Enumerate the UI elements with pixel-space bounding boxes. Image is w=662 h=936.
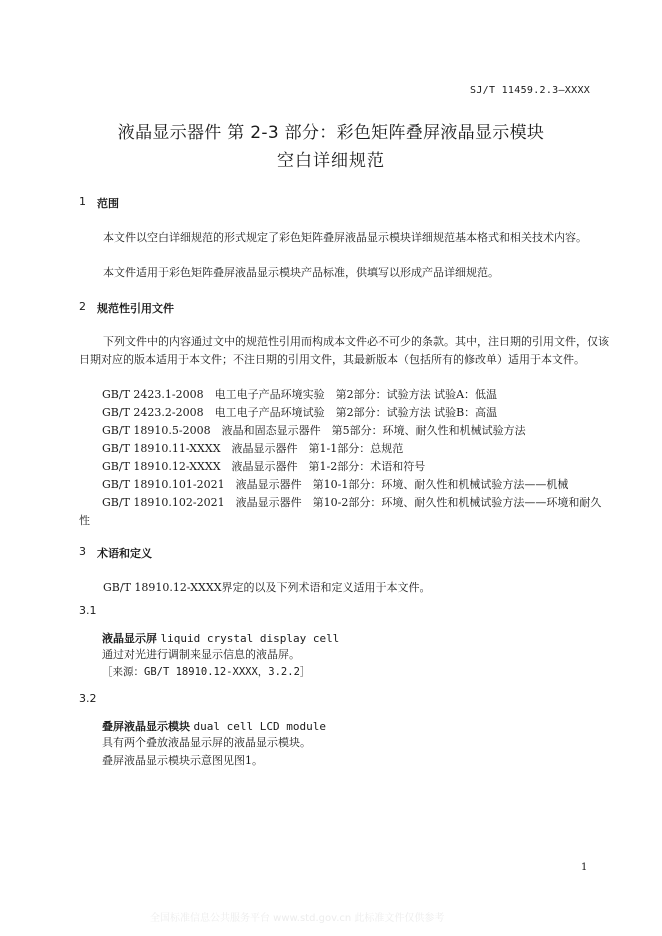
term-3-1-source: ［来源：GB/T 18910.12-XXXX，3.2.2］	[102, 666, 311, 678]
reference-item: GB/T 18910.102-2021 液晶显示器件 第10-2部分：环境、耐久性和机械试验方法——环境和耐久	[102, 496, 602, 509]
reference-item-continuation: 性	[79, 514, 90, 527]
term-3-1-number: 3.1	[79, 604, 97, 617]
term-3-1-en: liquid crystal display cell	[160, 632, 340, 645]
term-3-2-definition: 具有两个叠放液晶显示屏的液晶显示模块。	[102, 736, 311, 749]
reference-item: GB/T 2423.2-2008 电工电子产品环境试验 第2部分：试验方法 试验B：高温	[102, 406, 498, 419]
term-3-1-cn: 液晶显示屏	[102, 632, 157, 645]
reference-item: GB/T 2423.1-2008 电工电子产品环境实验 第2部分：试验方法 试验A：低温	[102, 388, 498, 401]
term-3-2-en: dual cell LCD module	[193, 720, 326, 733]
term-3-2-cn: 叠屏液晶显示模块	[102, 720, 190, 733]
section-2-number: 2	[79, 300, 86, 313]
term-3-2-note: 叠屏液晶显示模块示意图见图1。	[102, 754, 263, 767]
section-1-paragraph-1: 本文件以空白详细规范的形式规定了彩色矩阵叠屏液晶显示模块详细规范基本格式和相关技术内容。	[103, 231, 587, 244]
term-3-1-definition: 通过对光进行调制来显示信息的液晶屏。	[102, 648, 300, 661]
section-3-intro: GB/T 18910.12-XXXX界定的以及下列术语和定义适用于本文件。	[103, 581, 431, 594]
footer-watermark: 全国标准信息公共服务平台 www.std.gov.cn 此标准文件仅供参考	[150, 913, 445, 924]
document-title-line1: 液晶显示器件 第 2-3 部分：彩色矩阵叠屏液晶显示模块	[117, 123, 545, 143]
term-3-1-heading	[102, 630, 339, 646]
standard-number: SJ/T 11459.2.3—XXXX	[470, 85, 591, 96]
section-2-intro: 下列文件中的内容通过文中的规范性引用而构成本文件必不可少的条款。其中，注日期的引用文件，仅该日期对应的版本适用于本文件；不注日期的引用文件，其最新版本（包括所有的修改单）适用于本文件。	[79, 335, 609, 366]
term-3-2-number: 3.2	[79, 692, 97, 705]
page-number: 1	[581, 862, 588, 873]
section-3-title: 术语和定义	[97, 547, 152, 560]
section-1-number: 1	[79, 195, 86, 208]
reference-item: GB/T 18910.101-2021 液晶显示器件 第10-1部分：环境、耐久性和机械试验方法——机械	[102, 478, 569, 491]
reference-item: GB/T 18910.12-XXXX 液晶显示器件 第1-2部分：术语和符号	[102, 460, 426, 473]
section-2-title: 规范性引用文件	[97, 302, 174, 315]
section-1-title: 范围	[97, 197, 119, 210]
reference-item: GB/T 18910.5-2008 液晶和固态显示器件 第5部分：环境、耐久性和机械试验方法	[102, 424, 526, 437]
reference-item: GB/T 18910.11-XXXX 液晶显示器件 第1-1部分：总规范	[102, 442, 404, 455]
section-3-number: 3	[79, 545, 86, 558]
section-1-paragraph-2: 本文件适用于彩色矩阵叠屏液晶显示模块产品标准，供填写以形成产品详细规范。	[103, 266, 499, 279]
term-3-2-heading	[102, 718, 326, 734]
document-title-line2: 空白详细规范	[277, 151, 385, 171]
